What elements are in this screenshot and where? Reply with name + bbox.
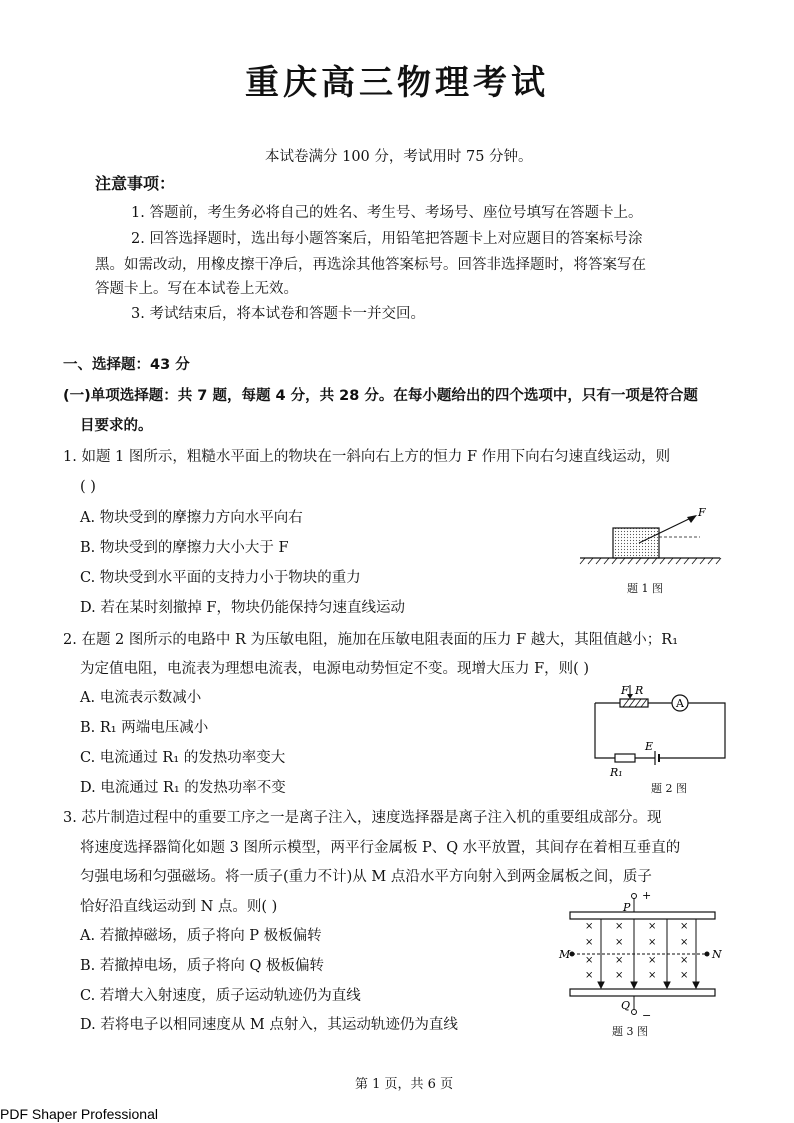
field-arrowhead <box>693 982 699 988</box>
minus-sign: − <box>642 1009 652 1022</box>
magnetic-field-cross: × <box>680 970 689 981</box>
figure-3-caption: 题 3 图 <box>612 1025 648 1038</box>
question-3-stem-cont: 将速度选择器简化如题 3 图所示模型，两平行金属板 P、Q 水平放置，其间存在着相互垂直的 <box>80 840 681 856</box>
notes-line: 1. 答题前，考生务必将自己的姓名、考生号、考场号、座位号填写在答题卡上。 <box>131 205 643 221</box>
question-2-stem-cont: 为定值电阻，电流表为理想电流表，电源电动势恒定不变。现增大压力 F，则( ) <box>80 661 590 677</box>
magnetic-field-cross: × <box>585 955 594 966</box>
section-subheading: (一)单项选择题：共 7 题，每题 4 分，共 28 分。在每小题给出的四个选项中，只有一项是符合题 <box>63 388 698 404</box>
magnetic-field-cross: × <box>680 937 689 948</box>
plate-p-label: P <box>623 901 631 914</box>
resistor-r1 <box>615 754 635 762</box>
magnetic-field-cross: × <box>615 970 624 981</box>
figure-2-caption: 题 2 图 <box>651 782 687 795</box>
magnetic-field-cross: × <box>615 921 624 932</box>
notes-line: 2. 回答选择题时，选出每小题答案后，用铅笔把答题卡上对应题目的答案标号涂 <box>131 231 643 247</box>
question-1-option-c: C. 物块受到水平面的支持力小于物块的重力 <box>80 570 361 586</box>
point-n <box>705 952 710 957</box>
point-n-label: N <box>712 948 722 961</box>
field-arrowhead <box>664 982 670 988</box>
plate-p <box>570 912 715 919</box>
page-number: 第 1 页，共 6 页 <box>355 1077 454 1092</box>
question-3-stem: 3. 芯片制造过程中的重要工序之一是离子注入，速度选择器是离子注入机的重要组成部分。现 <box>63 810 662 826</box>
question-2-option-c: C. 电流通过 R₁ 的发热功率变大 <box>80 750 286 766</box>
ammeter-label: A <box>676 697 684 710</box>
plate-q <box>570 989 715 996</box>
question-1-blank: ( ) <box>80 479 96 495</box>
magnetic-field-cross: × <box>648 921 657 932</box>
emf-label: E <box>645 740 654 753</box>
notes-line: 答题卡上。写在本试卷上无效。 <box>95 281 298 297</box>
magnetic-field-cross: × <box>680 955 689 966</box>
plate-q-label: Q <box>621 999 631 1012</box>
figure-1 <box>575 500 725 590</box>
notes-line: 黑。如需改动，用橡皮擦干净后，再选涂其他答案标号。回答非选择题时，将答案写在 <box>95 257 646 273</box>
block <box>613 528 659 558</box>
force-label: F <box>698 506 706 519</box>
magnetic-field-cross: × <box>615 955 624 966</box>
question-1-option-d: D. 若在某时刻撤掉 F，物块仍能保持匀速直线运动 <box>80 600 405 616</box>
exam-intro: 本试卷满分 100 分，考试用时 75 分钟。 <box>265 149 533 165</box>
question-3-option-a: A. 若撤掉磁场，质子将向 P 极板偏转 <box>80 928 322 944</box>
magnetic-field-cross: × <box>585 937 594 948</box>
magnetic-field-cross: × <box>648 955 657 966</box>
question-2-option-b: B. R₁ 两端电压减小 <box>80 720 209 736</box>
figure-1-caption: 题 1 图 <box>627 582 663 595</box>
point-m-label: M <box>559 948 571 961</box>
magnetic-field-cross: × <box>585 970 594 981</box>
field-arrowhead <box>631 982 637 988</box>
question-1-option-b: B. 物块受到的摩擦力大小大于 F <box>80 540 289 556</box>
question-2-option-d: D. 电流通过 R₁ 的发热功率不变 <box>80 780 286 796</box>
question-2-stem: 2. 在题 2 图所示的电路中 R 为压敏电阻，施加在压敏电阻表面的压力 F 越大，其阻值越小；R₁ <box>63 632 679 648</box>
field-arrowhead <box>598 982 604 988</box>
figure-3 <box>555 885 730 1025</box>
question-1-stem: 1. 如题 1 图所示，粗糙水平面上的物块在一斜向右上方的恒力 F 作用下向右匀速直线运动，则 <box>63 449 671 465</box>
magnetic-field-cross: × <box>648 970 657 981</box>
pressure-label: F <box>621 684 629 697</box>
magnetic-field-cross: × <box>585 921 594 932</box>
figure-2 <box>585 680 735 780</box>
varistor-label: R <box>635 684 644 697</box>
notes-heading: 注意事项： <box>95 174 176 193</box>
magnetic-field-cross: × <box>648 937 657 948</box>
question-2-option-a: A. 电流表示数减小 <box>80 690 202 706</box>
question-3-option-b: B. 若撤掉电场，质子将向 Q 极板偏转 <box>80 958 324 974</box>
resistor-label: R₁ <box>610 766 623 779</box>
question-3-stem-cont: 匀强电场和匀强磁场。将一质子(重力不计)从 M 点沿水平方向射入到两金属板之间，质子 <box>80 869 652 885</box>
question-3-option-c: C. 若增大入射速度，质子运动轨迹仍为直线 <box>80 988 361 1004</box>
question-1-option-a: A. 物块受到的摩擦力方向水平向右 <box>80 510 303 526</box>
question-3-option-d: D. 若将电子以相同速度从 M 点射入，其运动轨迹仍为直线 <box>80 1017 458 1033</box>
magnetic-field-cross: × <box>680 921 689 932</box>
page-title: 重庆高三物理考试 <box>245 63 549 103</box>
notes-line: 3. 考试结束后，将本试卷和答题卡一并交回。 <box>131 306 425 322</box>
section-subheading-cont: 目要求的。 <box>80 418 153 434</box>
watermark: PDF Shaper Professional <box>0 1106 158 1122</box>
question-3-stem-cont: 恰好沿直线运动到 N 点。则( ) <box>80 899 278 915</box>
plus-sign: + <box>642 889 652 902</box>
magnetic-field-cross: × <box>615 937 624 948</box>
section-heading: 一、选择题：43 分 <box>63 357 190 373</box>
